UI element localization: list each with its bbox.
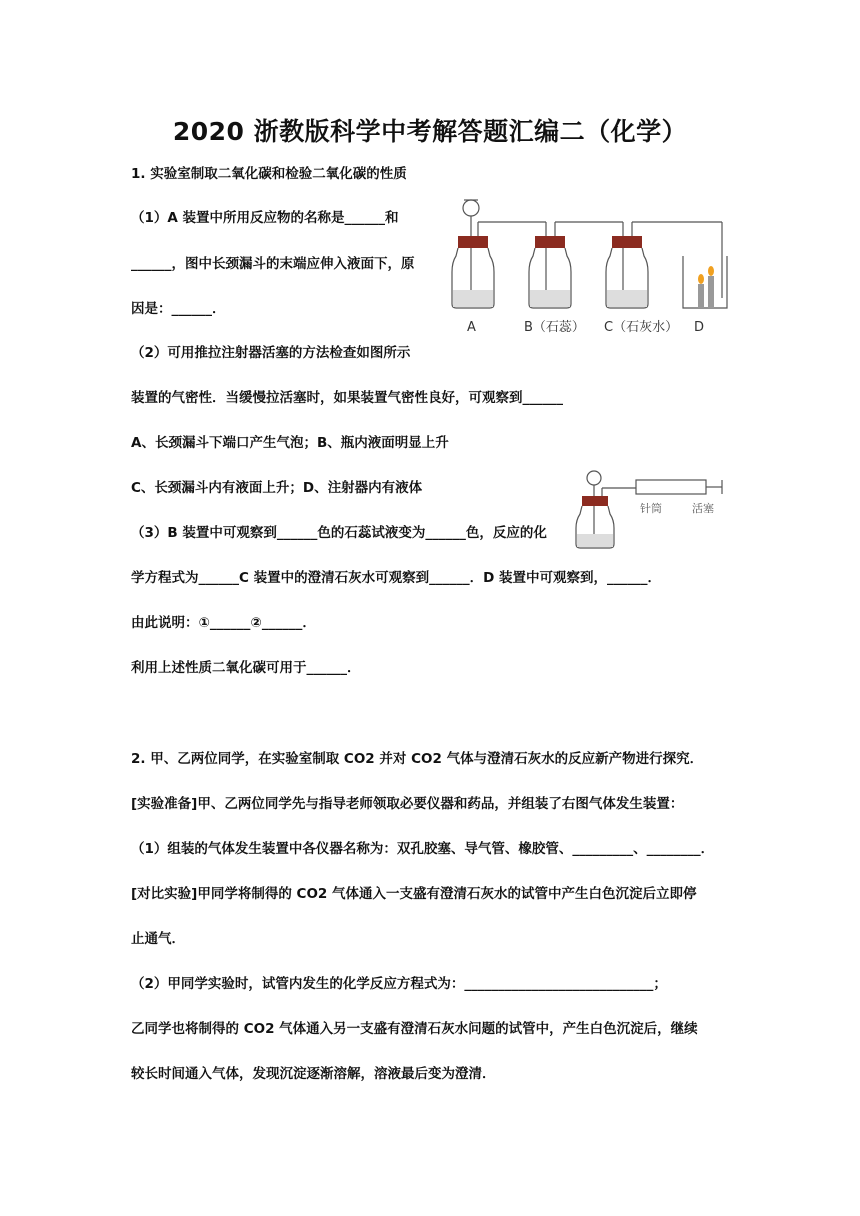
page-title: 2020 浙教版科学中考解答题汇编二（化学）	[172, 117, 688, 146]
label-b: B（石蕊）	[524, 320, 585, 335]
q2-b-line2: 较长时间通入气体，发现沉淀逐渐溶解，溶液最后变为澄清．	[131, 1066, 496, 1082]
q1-part3-line4: 利用上述性质二氧化碳可用于______．	[131, 660, 361, 676]
q1-part3-line3: 由此说明：①______②______．	[131, 615, 316, 631]
q2-stem: 2. 甲、乙两位同学，在实验室制取 CO2 并对 CO2 气体与澄清石灰水的反应新产物进行探究．	[131, 751, 704, 767]
q1-part1-line3: 因是：______．	[131, 301, 226, 317]
label-plunger: 活塞	[692, 502, 714, 515]
q2-b-line1: 乙同学也将制得的 CO2 气体通入另一支盛有澄清石灰水问题的试管中，产生白色沉淀后，继续	[131, 1021, 698, 1037]
q1-option-ab: A、长颈漏斗下端口产生气泡；B、瓶内液面明显上升	[131, 435, 449, 451]
q1-part2-line2: 装置的气密性．当缓慢拉活塞时，如果装置气密性良好，可观察到______	[131, 390, 563, 406]
q1-part3-line1: （3）B 装置中可观察到______色的石蕊试液变为______色，反应的化	[131, 525, 547, 541]
q2-prep: [实验准备]甲、乙两位同学先与指导老师领取必要仪器和药品，并组装了右图气体发生装置：	[131, 796, 684, 812]
q1-part1-line2: ______，图中长颈漏斗的末端应伸入液面下，原	[131, 256, 415, 272]
label-c: C（石灰水）	[604, 320, 679, 335]
q1-part2-line1: （2）可用推拉注射器活塞的方法检查如图所示	[131, 345, 411, 361]
apparatus-figure	[440, 190, 740, 340]
q1-option-cd: C、长颈漏斗内有液面上升；D、注射器内有液体	[131, 480, 423, 496]
q1-part1-line1: （1）A 装置中所用反应物的名称是______和	[131, 210, 399, 226]
q2-part1: （1）组装的气体发生装置中各仪器名称为：双孔胶塞、导气管、橡胶管、_________、________．	[131, 841, 715, 857]
q2-exp-line1: [对比实验]甲同学将制得的 CO2 气体通入一支盛有澄清石灰水的试管中产生白色沉淀后立即停	[131, 886, 697, 902]
q2-part2: （2）甲同学实验时，试管内发生的化学反应方程式为：____________________________；	[131, 976, 667, 992]
label-a: A	[467, 320, 476, 335]
q1-part3-line2: 学方程式为______C 装置中的澄清石灰水可观察到______．D 装置中可观察到，______．	[131, 570, 662, 586]
q1-stem: 1. 实验室制取二氧化碳和检验二氧化碳的性质	[131, 166, 407, 182]
syringe-figure	[572, 466, 732, 554]
q2-exp-line2: 止通气．	[131, 931, 185, 947]
label-d: D	[694, 320, 705, 335]
label-needle: 针筒	[640, 502, 662, 515]
